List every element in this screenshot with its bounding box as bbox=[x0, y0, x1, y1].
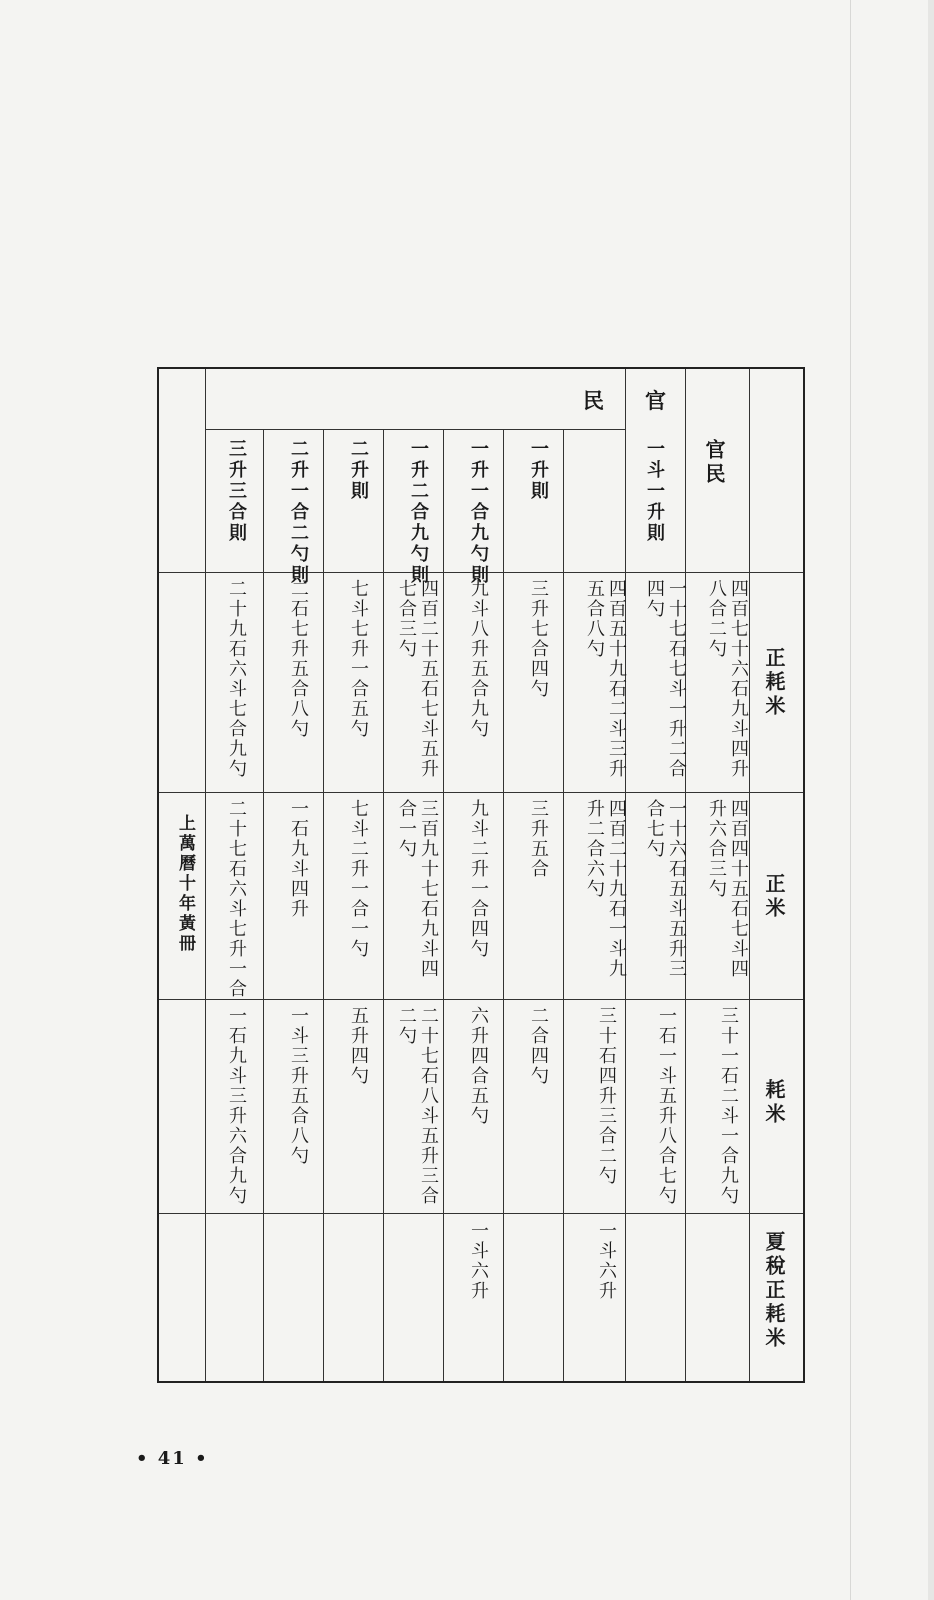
r5-label: 二升一合二勺則 bbox=[288, 439, 309, 586]
grid-line bbox=[263, 429, 264, 1381]
guan-zheng: 一十六石五斗五升三合七勺 bbox=[644, 799, 687, 979]
guan-label: 一斗一升則 bbox=[644, 439, 665, 544]
grid-line bbox=[323, 429, 324, 1381]
r1-hao: 二合四勺 bbox=[528, 1006, 549, 1086]
header-zheng-hao-mi: 正耗米 bbox=[762, 647, 786, 719]
min-xia: 一斗六升 bbox=[596, 1221, 617, 1301]
r3-zheng: 三百九十七石九斗四合一勺 bbox=[396, 799, 439, 979]
page-edge-shadow bbox=[928, 0, 934, 1600]
guan-hao: 一石一斗五升八合七勺 bbox=[656, 1006, 677, 1206]
grid-line bbox=[159, 999, 803, 1000]
page-number: • 41 • bbox=[136, 1448, 209, 1469]
grain-tax-table bbox=[157, 367, 805, 1383]
grid-line bbox=[159, 1213, 803, 1214]
grid-line bbox=[563, 429, 564, 1381]
header-guan-min: 官民 bbox=[702, 439, 726, 487]
page-fold-line bbox=[850, 0, 851, 1600]
r1-zheng-hao: 三升七合四勺 bbox=[528, 579, 549, 699]
r6-zheng-hao: 二十九石六斗七合九勺 bbox=[226, 579, 247, 779]
min-zheng: 四百二十九石一斗九升二合六勺 bbox=[584, 799, 627, 979]
header-guan: 官 bbox=[645, 388, 666, 413]
r3-hao: 二十七石八斗五升三合二勺 bbox=[396, 1006, 439, 1206]
r2-xia: 一斗六升 bbox=[468, 1221, 489, 1301]
r4-zheng-hao: 七斗七升一合五勺 bbox=[348, 579, 369, 739]
header-xia-shui: 夏稅正耗米 bbox=[762, 1231, 786, 1351]
min-hao: 三十石四升三合二勺 bbox=[596, 1006, 617, 1186]
r1-zheng: 三升五合 bbox=[528, 799, 549, 879]
r3-label: 一升二合九勺則 bbox=[408, 439, 429, 586]
r5-hao: 一斗三升五合八勺 bbox=[288, 1006, 309, 1166]
r5-zheng: 一石九斗四升 bbox=[288, 799, 309, 919]
r2-hao: 六升四合五勺 bbox=[468, 1006, 489, 1126]
r3-zheng-hao: 四百二十五石七斗五升七合三勺 bbox=[396, 579, 439, 779]
r6-zheng: 二十七石六斗七升一合 bbox=[226, 799, 247, 999]
grid-line bbox=[503, 429, 504, 1381]
r4-zheng: 七斗二升一合一勺 bbox=[348, 799, 369, 959]
r5-zheng-hao: 二石七升五合八勺 bbox=[288, 579, 309, 739]
grid-line bbox=[443, 429, 444, 1381]
min-zheng-hao: 四百五十九石二斗三升五合八勺 bbox=[584, 579, 627, 779]
r2-zheng: 九斗二升一合四勺 bbox=[468, 799, 489, 959]
r1-label: 一升則 bbox=[528, 439, 549, 502]
header-hao-mi: 耗米 bbox=[762, 1079, 786, 1127]
table-caption: 上萬曆十年黃冊 bbox=[175, 814, 195, 954]
guan-zheng-hao: 一十七石七斗一升二合四勺 bbox=[644, 579, 687, 779]
header-min: 民 bbox=[583, 388, 604, 413]
grid-line bbox=[159, 792, 803, 793]
r4-hao: 五升四勺 bbox=[348, 1006, 369, 1086]
guanmin-zheng-hao: 四百七十六石九斗四升八合二勺 bbox=[706, 579, 749, 779]
grid-line bbox=[383, 429, 384, 1381]
r6-hao: 一石九斗三升六合九勺 bbox=[226, 1006, 247, 1206]
header-zheng-mi: 正米 bbox=[762, 873, 786, 921]
grid-line bbox=[205, 429, 625, 430]
guanmin-zheng: 四百四十五石七斗四升六合三勺 bbox=[706, 799, 749, 979]
r2-zheng-hao: 九斗八升五合九勺 bbox=[468, 579, 489, 739]
guanmin-hao: 三十一石二斗一合九勺 bbox=[718, 1006, 739, 1206]
grid-line bbox=[205, 369, 206, 1381]
r2-label: 一升一合九勺則 bbox=[468, 439, 489, 586]
r4-label: 二升則 bbox=[348, 439, 369, 502]
r6-label: 三升三合則 bbox=[226, 439, 247, 544]
grid-line bbox=[749, 369, 750, 1381]
